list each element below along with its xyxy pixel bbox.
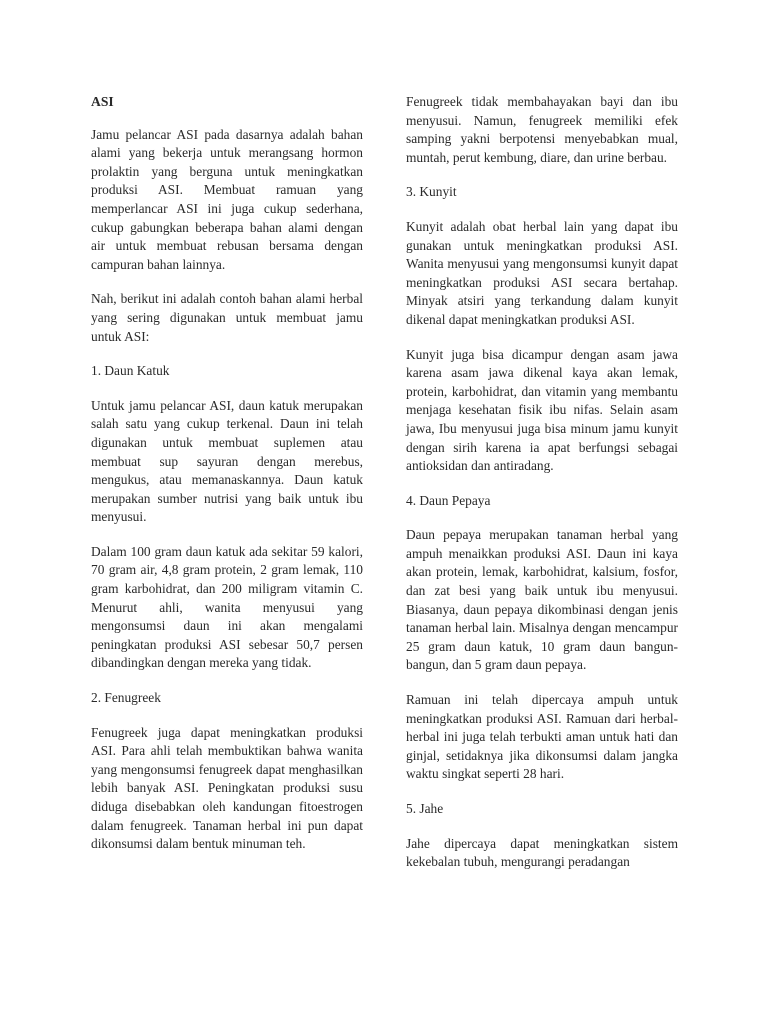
paragraph-list-intro: Nah, berikut ini adalah contoh bahan alami herbal yang sering digunakan untuk membuat jamu untuk ASI: [91,291,363,344]
paragraph-katuk-1: Untuk jamu pelancar ASI, daun katuk merupakan salah satu yang cukup terkenal. Daun ini telah digunakan untuk membuat suplemen atau membuat sup sayuran dengan merebus, mengukus, atau memanaskannya. Daun katuk merupakan sumber nutrisi yang baik untuk ibu menyusui. [91,397,363,525]
paragraph-fenugreek-1: Fenugreek juga dapat meningkatkan produksi ASI. Para ahli telah membuktikan bahwa wanita yang mengonsumsi fenugreek dapat menghasilkan lebih banyak ASI. Peningkatan produksi susu diduga disebabkan oleh kandungan fitoestrogen dalam fenugreek. Tanaman herbal ini pun dapat dikonsumsi dalam bentuk minuman teh. [91,724,363,852]
paragraph-kunyit-1: Kunyit adalah obat herbal lain yang dapat ibu gunakan untuk meningkatkan produksi ASI. Wanita menyusui yang mengonsumsi kunyit dapat meningkatkan produksi ASI secara bertahap. Minyak atsiri yang terkandung dalam kunyit dikenal dapat meningkatkan produksi ASI. [406,218,678,327]
heading-daun-pepaya: 4. Daun Pepaya [406,492,491,508]
left-column [91,93,363,854]
heading-fenugreek: 2. Fenugreek [91,690,161,706]
heading-daun-katuk: 1. Daun Katuk [91,363,170,379]
paragraph-katuk-2: Dalam 100 gram daun katuk ada sekitar 59 kalori, 70 gram air, 4,8 gram protein, 2 gram lemak, 110 gram karbohidrat, dan 200 miligram vitamin C. Menurut ahli, wanita menyusui yang mengonsumsi daun ini akan mengalami peningkatan produksi ASI sebesar 50,7 persen dibandingkan dengan mereka yang tidak. [91,543,363,671]
paragraph-pepaya-2: Ramuan ini telah dipercaya ampuh untuk meningkatkan produksi ASI. Ramuan dari herbal-herbal ini juga telah terbukti aman untuk hati dan ginjal, setidaknya jika dikonsumsi dalam jangka waktu singkat seperti 28 hari. [406,692,678,782]
paragraph-pepaya-1: Daun pepaya merupakan tanaman herbal yang ampuh menaikkan produksi ASI. Daun ini kaya akan protein, lemak, karbohidrat, kalsium, fosfor, dan zat besi yang baik untuk ibu menyusui. Biasanya, daun pepaya dikombinasi dengan jenis tanaman herbal lain. Misalnya dengan mencampur 25 gram daun katuk, 10 gram daun bangun-bangun, dan 5 gram daun pepaya. [406,527,678,673]
paragraph-intro: Jamu pelancar ASI pada dasarnya adalah bahan alami yang bekerja untuk merangsang hormon prolaktin yang berguna untuk meningkatkan produksi ASI. Membuat ramuan yang memperlancar ASI ini juga cukup sederhana, cukup gabungkan beberapa bahan alami dengan air untuk membuat rebusan bersama dengan campuran bahan lainnya. [91,126,363,272]
document-title: ASI [91,94,114,109]
heading-kunyit: 3. Kunyit [406,184,457,200]
paragraph-kunyit-2: Kunyit juga bisa dicampur dengan asam jawa karena asam jawa dikenal kaya akan lemak, protein, karbohidrat, dan vitamin yang membantu menjaga kesehatan fisik ibu nifas. Selain asam jawa, Ibu menyusui juga bisa minum jamu kunyit dengan sirih karena ia apat berfungsi sebagai antioksidan dan antiradang. [406,346,678,474]
paragraph-jahe-1: Jahe dipercaya dapat meningkatkan sistem kekebalan tubuh, mengurangi peradangan [406,835,678,870]
right-column [406,93,678,872]
heading-jahe: 5. Jahe [406,801,444,816]
paragraph-fenugreek-2: Fenugreek tidak membahayakan bayi dan ibu menyusui. Namun, fenugreek memiliki efek samping yakni berpotensi menyebabkan mual, muntah, perut kembung, diare, dan urine berbau. [406,94,678,165]
